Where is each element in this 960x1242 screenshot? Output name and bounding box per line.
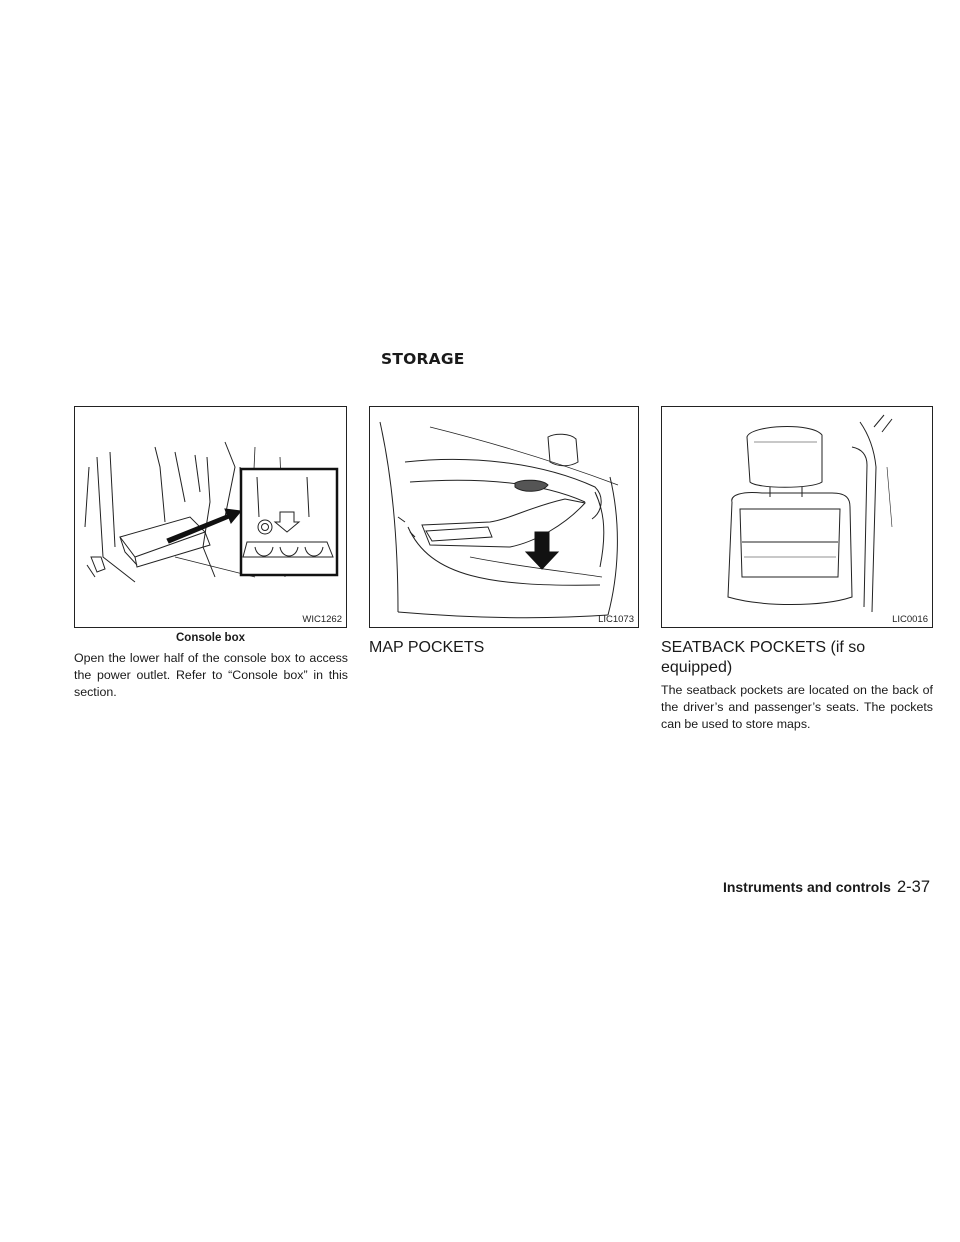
console-box-paragraph: Open the lower half of the console box to access the power outlet. Refer to “Console box” in this section. <box>74 651 348 699</box>
figure-code: LIC1073 <box>598 614 634 625</box>
page-footer <box>723 878 930 897</box>
section-heading: STORAGE <box>381 350 465 368</box>
seatback-pockets-paragraph: The seatback pockets are located on the back of the driver’s and passenger’s seats. The pockets can be used to store maps. <box>661 683 933 731</box>
figure-code: WIC1262 <box>302 614 342 625</box>
seatback-pocket-illustration <box>661 406 933 628</box>
footer-section-title: Instruments and controls <box>722 879 891 895</box>
figure-code: LIC0016 <box>892 614 928 625</box>
console-box-illustration <box>74 406 347 628</box>
map-pockets-heading: MAP POCKETS <box>369 639 485 656</box>
page-number: 2-37 <box>896 878 930 896</box>
seatback-pockets-heading: SEATBACK POCKETS (if so equipped) <box>661 639 866 676</box>
figure-caption: Console box <box>175 632 245 644</box>
door-map-pocket-illustration <box>369 406 639 628</box>
